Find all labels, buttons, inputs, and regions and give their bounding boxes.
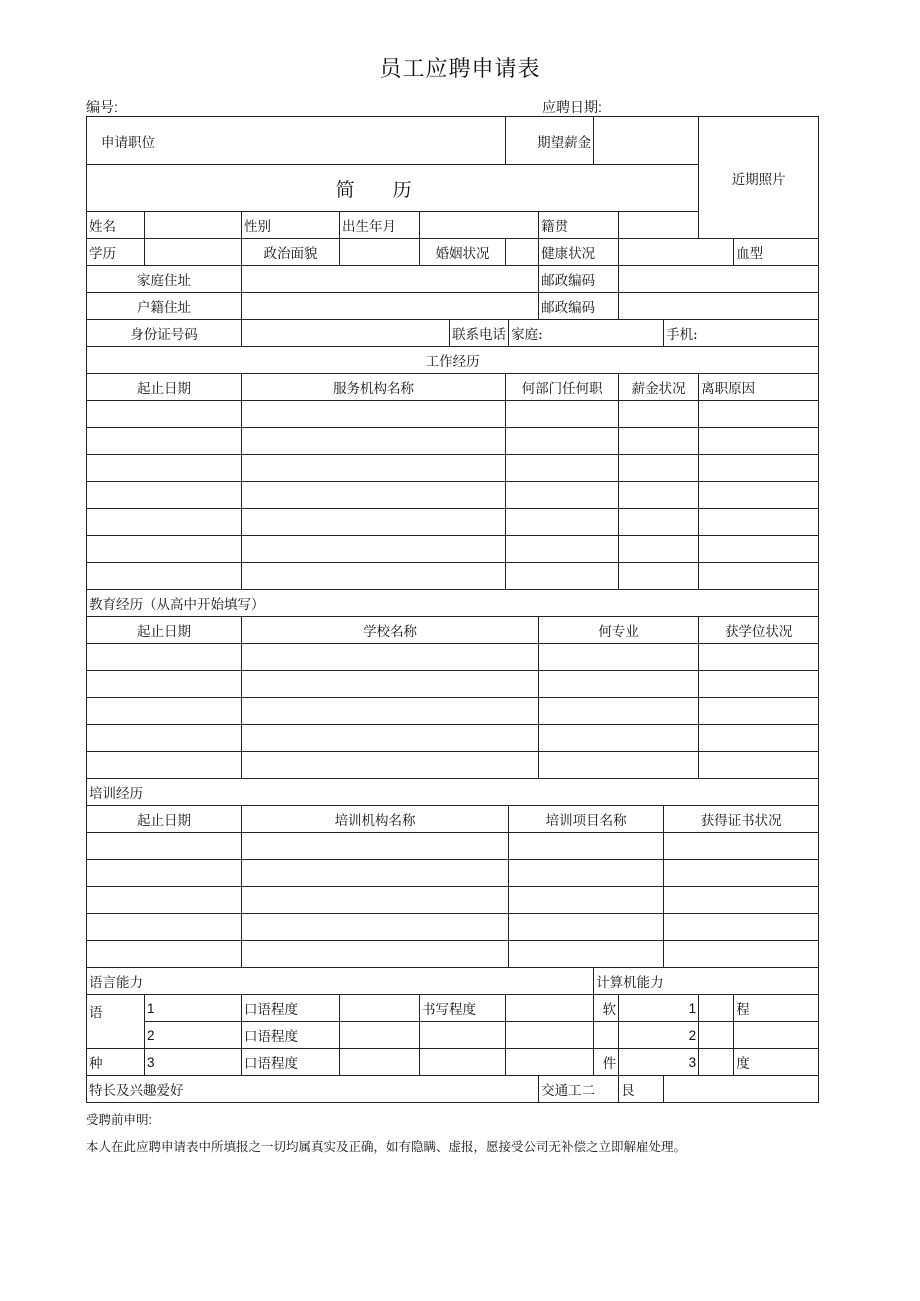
written-field-3b[interactable] xyxy=(506,1049,594,1076)
edu-row xyxy=(87,698,819,725)
work-row xyxy=(87,401,819,428)
name-field[interactable] xyxy=(145,212,242,239)
transport-label: 交通工二 xyxy=(539,1076,619,1103)
work-row xyxy=(87,428,819,455)
training-row xyxy=(87,833,819,860)
edu-row xyxy=(87,752,819,779)
lang-num-2: 2 xyxy=(145,1022,242,1049)
sw-field-1[interactable] xyxy=(699,995,734,1022)
postcode2-label: 邮政编码 xyxy=(539,293,619,320)
training-section-title: 培训经历 xyxy=(87,779,819,806)
written-field-3[interactable] xyxy=(420,1049,506,1076)
postcode2-field[interactable] xyxy=(619,293,819,320)
oral-field-2[interactable] xyxy=(340,1022,420,1049)
blood-label: 血型 xyxy=(734,239,819,266)
household-address-field[interactable] xyxy=(242,293,539,320)
oral-label-2: 口语程度 xyxy=(242,1022,340,1049)
work-header-org: 服务机构名称 xyxy=(242,374,506,401)
health-field[interactable] xyxy=(619,239,734,266)
declaration-title: 受聘前申明: xyxy=(86,1113,152,1127)
written-field-2b[interactable] xyxy=(506,1022,594,1049)
gender-label: 性别 xyxy=(242,212,340,239)
edu-row xyxy=(87,725,819,752)
page-title: 员工应聘申请表 xyxy=(379,57,541,82)
transport-field[interactable] xyxy=(664,1076,819,1103)
origin-field[interactable] xyxy=(619,212,699,239)
oral-label-1: 口语程度 xyxy=(242,995,340,1022)
sw-num-1: 1 xyxy=(619,995,699,1022)
soft-label: 软 xyxy=(594,995,619,1022)
birth-label: 出生年月 xyxy=(340,212,420,239)
work-header-salary: 薪金状况 xyxy=(619,374,699,401)
transport-tail: 艮 xyxy=(619,1076,664,1103)
phone-label: 联系电话 xyxy=(450,320,509,347)
training-row xyxy=(87,887,819,914)
training-header-project: 培训项目名称 xyxy=(509,806,664,833)
political-label: 政治面貌 xyxy=(242,239,340,266)
id-number-field[interactable] xyxy=(242,320,450,347)
edu-header-school: 学校名称 xyxy=(242,617,539,644)
edu-row xyxy=(87,671,819,698)
id-number-label: 身份证号码 xyxy=(87,320,242,347)
postcode1-label: 邮政编码 xyxy=(539,266,619,293)
lang-side-label-2: 种 xyxy=(87,1049,145,1076)
oral-field-1[interactable] xyxy=(340,995,420,1022)
training-header-org: 培训机构名称 xyxy=(242,806,509,833)
oral-field-3[interactable] xyxy=(340,1049,420,1076)
sw-field-2[interactable] xyxy=(699,1022,734,1049)
training-row xyxy=(87,914,819,941)
oral-label-3: 口语程度 xyxy=(242,1049,340,1076)
work-row xyxy=(87,482,819,509)
written-field-2[interactable] xyxy=(420,1022,506,1049)
edu-row xyxy=(87,644,819,671)
declaration-text: 本人在此应聘申请表中所填报之一切均属真实及正确，如有隐瞒、虚报，愿接受公司无补偿之立即解雇处理。 xyxy=(86,1140,687,1154)
home-phone-field[interactable]: 家庭: xyxy=(509,320,664,347)
lang-num-3: 3 xyxy=(145,1049,242,1076)
name-label: 姓名 xyxy=(87,212,145,239)
work-header-reason: 离职原因 xyxy=(699,374,819,401)
edu-header-major: 何专业 xyxy=(539,617,699,644)
work-section-title: 工作经历 xyxy=(87,347,819,374)
sw-field-3[interactable] xyxy=(699,1049,734,1076)
work-header-position: 何部门任何职 xyxy=(506,374,619,401)
sw-blank-2 xyxy=(594,1022,619,1049)
written-field-1[interactable] xyxy=(506,995,594,1022)
mobile-field[interactable]: 手机: xyxy=(664,320,819,347)
training-row xyxy=(87,941,819,968)
political-field[interactable] xyxy=(340,239,420,266)
position-label: 申请职位 xyxy=(87,117,506,165)
du-label: 度 xyxy=(734,1049,819,1076)
marital-field[interactable] xyxy=(506,239,539,266)
education-field[interactable] xyxy=(145,239,242,266)
work-row xyxy=(87,455,819,482)
work-row xyxy=(87,536,819,563)
apply-date-label: 应聘日期: xyxy=(542,99,602,115)
language-label: 语言能力 xyxy=(87,968,594,995)
edu-header-degree: 获学位状况 xyxy=(699,617,819,644)
serial-label: 编号: xyxy=(86,99,118,115)
resume-heading: 简历 xyxy=(87,165,699,212)
hobby-label: 特长及兴趣爱好 xyxy=(87,1076,539,1103)
lang-num-1: 1 xyxy=(145,995,242,1022)
marital-label: 婚姻状况 xyxy=(420,239,506,266)
sw-num-2: 2 xyxy=(619,1022,699,1049)
education-label: 学历 xyxy=(87,239,145,266)
home-address-field[interactable] xyxy=(242,266,539,293)
sw-num-3: 3 xyxy=(619,1049,699,1076)
cheng-label: 程 xyxy=(734,995,819,1022)
work-row xyxy=(87,563,819,590)
salary-label: 期望薪金 xyxy=(506,117,594,165)
training-row xyxy=(87,860,819,887)
salary-field[interactable] xyxy=(594,117,699,165)
postcode1-field[interactable] xyxy=(619,266,819,293)
sw-blank-2b xyxy=(734,1022,819,1049)
work-header-date: 起止日期 xyxy=(87,374,242,401)
home-address-label: 家庭住址 xyxy=(87,266,242,293)
computer-label: 计算机能力 xyxy=(594,968,819,995)
household-address-label: 户籍住址 xyxy=(87,293,242,320)
training-header-cert: 获得证书状况 xyxy=(664,806,819,833)
ware-label: 件 xyxy=(594,1049,619,1076)
photo-box[interactable]: 近期照片 xyxy=(699,117,819,239)
application-form xyxy=(86,116,819,1103)
birth-field[interactable] xyxy=(420,212,539,239)
edu-section-title: 教育经历（从高中开始填写） xyxy=(87,590,819,617)
health-label: 健康状况 xyxy=(539,239,619,266)
written-label-1: 书写程度 xyxy=(420,995,506,1022)
lang-side-label-1: 语 xyxy=(87,995,145,1049)
origin-label: 籍贯 xyxy=(539,212,619,239)
work-row xyxy=(87,509,819,536)
edu-header-date: 起止日期 xyxy=(87,617,242,644)
training-header-date: 起止日期 xyxy=(87,806,242,833)
